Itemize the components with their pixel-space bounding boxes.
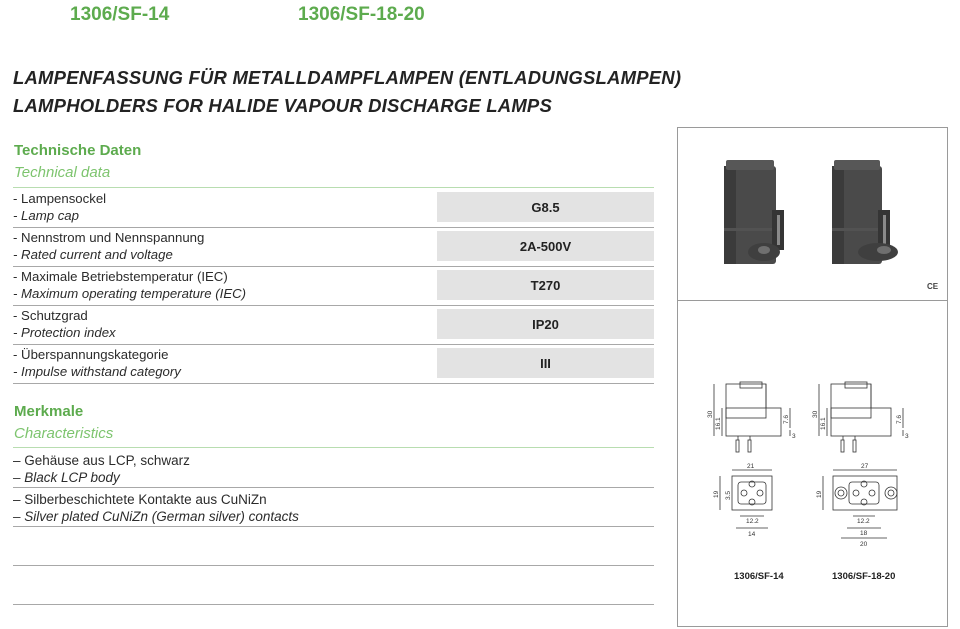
svg-text:30: 30 bbox=[707, 410, 714, 418]
svg-text:12.2: 12.2 bbox=[746, 518, 759, 525]
spec-label-de: - Lampensockel bbox=[13, 191, 107, 206]
page-title-de: LAMPENFASSUNG FÜR METALLDAMPFLAMPEN (ENTLADUNGSLAMPEN) bbox=[13, 67, 682, 88]
svg-text:20: 20 bbox=[860, 541, 868, 548]
spec-label-en: - Rated current and voltage bbox=[13, 247, 173, 262]
spec-row-protection bbox=[13, 306, 654, 344]
svg-text:27: 27 bbox=[861, 463, 869, 470]
spec-row-rated-current bbox=[13, 228, 654, 266]
svg-text:19: 19 bbox=[713, 490, 720, 498]
spec-label-en: - Lamp cap bbox=[13, 208, 79, 223]
spec-row-max-temp bbox=[13, 267, 654, 305]
characteristic-item: – Gehäuse aus LCP, schwarz – Black LCP body bbox=[13, 453, 190, 485]
spec-value: IP20 bbox=[437, 309, 654, 339]
spec-value: T270 bbox=[437, 270, 654, 300]
spec-label-en: - Impulse withstand category bbox=[13, 364, 181, 379]
svg-text:18: 18 bbox=[860, 530, 868, 537]
spec-value: III bbox=[437, 348, 654, 378]
spec-value: 2A-500V bbox=[437, 231, 654, 261]
drawing-caption-2: 1306/SF-18-20 bbox=[832, 571, 896, 582]
product-photo-1306-sf-14 bbox=[720, 158, 795, 270]
spec-label-de: - Schutzgrad bbox=[13, 308, 88, 323]
row-divider bbox=[13, 383, 654, 384]
svg-text:16.1: 16.1 bbox=[820, 417, 827, 430]
svg-text:3: 3 bbox=[905, 433, 909, 440]
characteristic-item: – Silberbeschichtete Kontakte aus CuNiZn – Silver plated CuNiZn (German silver) contacts bbox=[13, 492, 299, 524]
spec-row-impulse bbox=[13, 345, 654, 383]
svg-text:21: 21 bbox=[747, 463, 755, 470]
spec-row-lamp-cap bbox=[13, 189, 654, 227]
product-photo-1306-sf-18-20 bbox=[828, 158, 903, 270]
svg-text:30: 30 bbox=[812, 410, 819, 418]
technical-drawing-1306-sf-18-20 bbox=[811, 378, 923, 568]
row-divider bbox=[13, 526, 654, 527]
drawing-caption-1: 1306/SF-14 bbox=[734, 571, 784, 582]
svg-text:3: 3 bbox=[792, 433, 796, 440]
svg-text:14: 14 bbox=[748, 531, 756, 538]
spec-label-de: - Überspannungskategorie bbox=[13, 347, 169, 362]
svg-text:16.1: 16.1 bbox=[715, 417, 722, 430]
spec-label-en: - Maximum operating temperature (IEC) bbox=[13, 286, 247, 301]
row-divider bbox=[13, 604, 654, 605]
spec-label-de: - Nennstrom und Nennspannung bbox=[13, 230, 205, 245]
row-divider bbox=[13, 487, 654, 488]
panel-divider bbox=[678, 300, 947, 301]
characteristics-heading-de: Merkmale bbox=[14, 403, 84, 420]
technical-heading-en: Technical data bbox=[14, 164, 111, 181]
product-panel bbox=[677, 127, 948, 627]
technical-divider bbox=[13, 187, 654, 188]
technical-heading-de: Technische Daten bbox=[14, 142, 142, 159]
model-label-1: 1306/SF-14 bbox=[70, 4, 170, 25]
model-label-2: 1306/SF-18-20 bbox=[298, 4, 425, 25]
ce-mark: CE bbox=[927, 282, 939, 291]
page-title-en: LAMPHOLDERS FOR HALIDE VAPOUR DISCHARGE LAMPS bbox=[13, 95, 553, 116]
characteristics-heading-en: Characteristics bbox=[14, 425, 114, 442]
svg-text:19: 19 bbox=[816, 490, 823, 498]
svg-text:7.6: 7.6 bbox=[896, 414, 903, 424]
svg-text:3.5: 3.5 bbox=[725, 490, 732, 500]
spec-label-de: - Maximale Betriebstemperatur (IEC) bbox=[13, 269, 228, 284]
svg-text:12.2: 12.2 bbox=[857, 518, 870, 525]
spec-label-en: - Protection index bbox=[13, 325, 116, 340]
svg-text:7.6: 7.6 bbox=[783, 414, 790, 424]
spec-value: G8.5 bbox=[437, 192, 654, 222]
row-divider bbox=[13, 565, 654, 566]
technical-drawing-1306-sf-14 bbox=[700, 378, 812, 568]
characteristics-divider bbox=[13, 447, 654, 448]
